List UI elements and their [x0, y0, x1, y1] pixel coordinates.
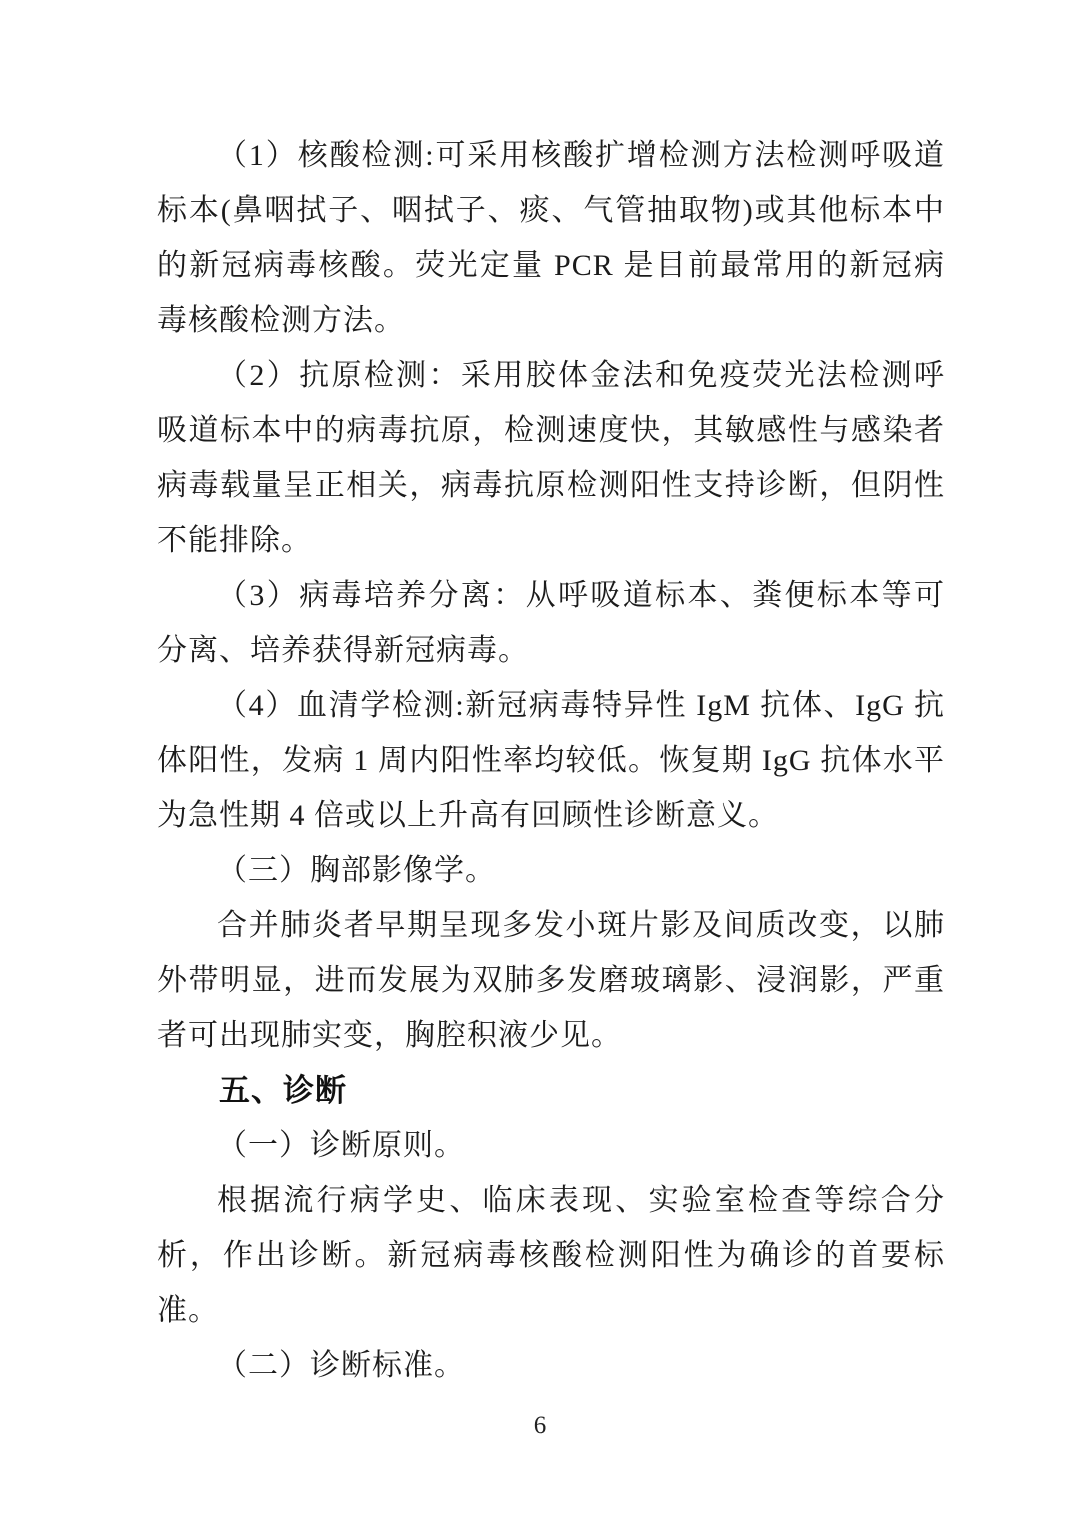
- section-heading-diagnosis: 五、诊断: [219, 1073, 347, 1108]
- paragraph-nucleic-acid-testing: （1）核酸检测:可采用核酸扩增检测方法检测呼吸道标本(鼻咽拭子、咽拭子、痰、气管抽取物)或其他标本中的新冠病毒核酸。荧光定量 PCR 是目前最常用的新冠病毒核酸检测方法。: [157, 139, 945, 337]
- paragraph-serology-testing: （4）血清学检测:新冠病毒特异性 IgM 抗体、IgG 抗体阳性，发病 1 周内阳性率均较低。恢复期 IgG 抗体水平为急性期 4 倍或以上升高有回顾性诊断意义。: [157, 689, 945, 832]
- paragraph-diagnosis-principles-title: （一）诊断原则。: [217, 1129, 465, 1162]
- paragraph-diagnosis-criteria-title: （二）诊断标准。: [217, 1349, 465, 1382]
- paragraph-virus-culture-isolation: （3）病毒培养分离：从呼吸道标本、粪便标本等可分离、培养获得新冠病毒。: [157, 579, 945, 667]
- document-body: [157, 128, 945, 1393]
- page-number: 6: [533, 1412, 547, 1439]
- paragraph-chest-imaging-title: （三）胸部影像学。: [217, 854, 496, 887]
- paragraph-diagnosis-principles-detail: 根据流行病学史、临床表现、实验室检查等综合分析，作出诊断。新冠病毒核酸检测阳性为确诊的首要标准。: [157, 1184, 945, 1327]
- paragraph-antigen-testing: （2）抗原检测：采用胶体金法和免疫荧光法检测呼吸道标本中的病毒抗原，检测速度快，其敏感性与感染者病毒载量呈正相关，病毒抗原检测阳性支持诊断，但阴性不能排除。: [157, 359, 945, 557]
- paragraph-chest-imaging-detail: 合并肺炎者早期呈现多发小斑片影及间质改变，以肺外带明显，进而发展为双肺多发磨玻璃影、浸润影，严重者可出现肺实变，胸腔积液少见。: [157, 909, 945, 1052]
